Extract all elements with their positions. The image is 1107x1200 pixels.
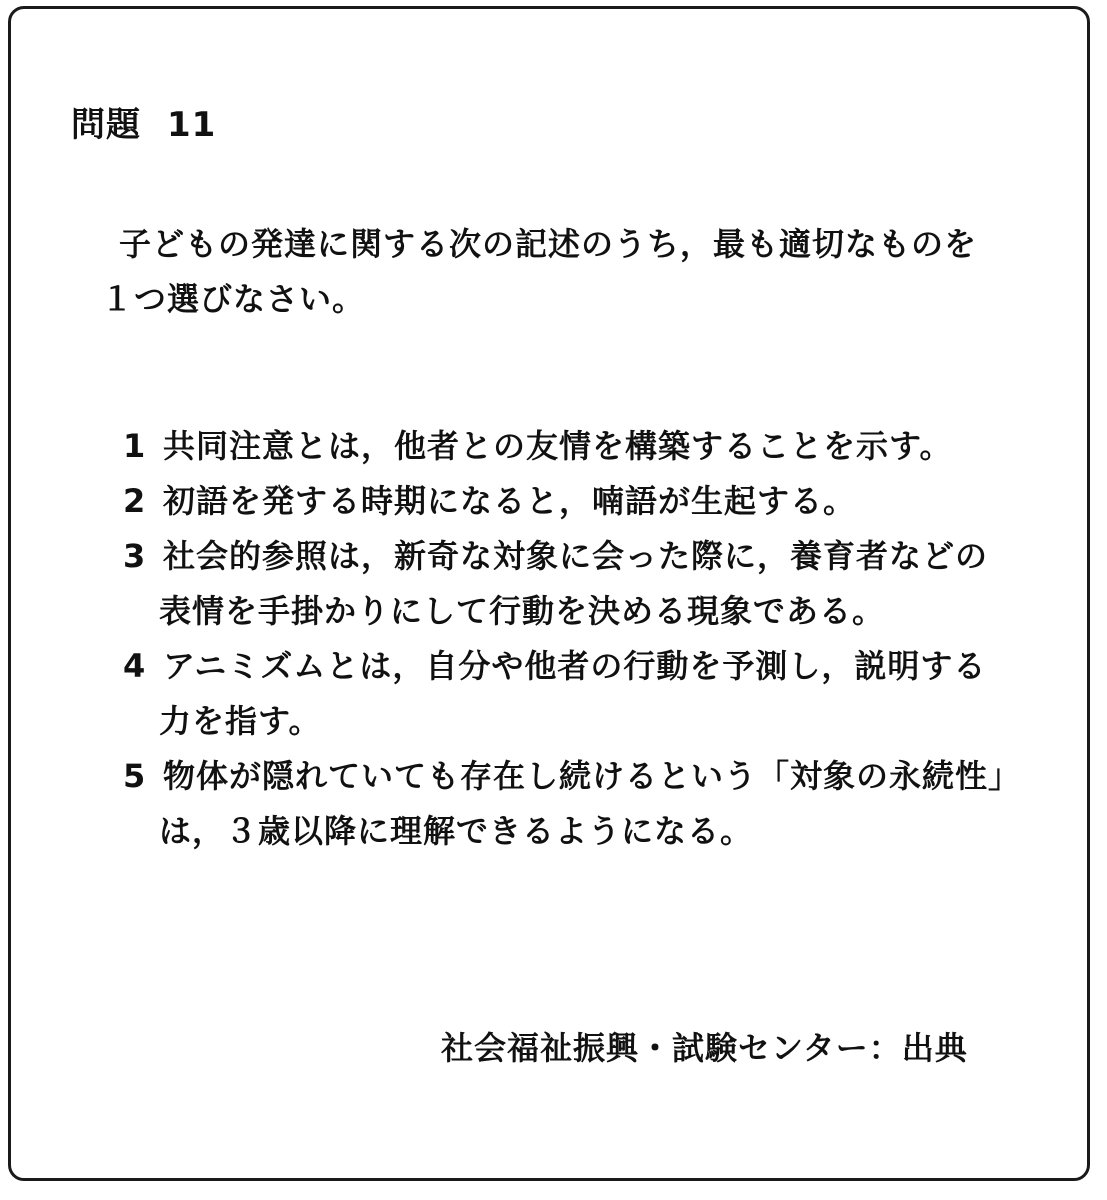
problem-number: 11 [167,105,217,145]
option-3 [123,529,1053,639]
option-text-line-2: 力を指す。 [159,702,322,740]
option-5 [123,749,1053,859]
option-number: 1 [123,427,147,465]
source-credit: 社会福祉振興・試験センター：出典 [441,1029,968,1067]
option-1 [123,419,1053,474]
option-text-line-2: 表情を手掛かりにして行動を決める現象である。 [159,592,886,630]
question-text [101,217,1001,327]
option-number: 5 [123,757,147,795]
option-number: 2 [123,482,147,520]
problem-label: 問題 [71,105,141,145]
answer-options [123,419,1053,859]
question-line-1: 子どもの発達に関する次の記述のうち，最も適切なものを [119,225,978,263]
question-line-2: １つ選びなさい。 [101,280,366,318]
option-number: 3 [123,537,147,575]
question-card [8,6,1090,1181]
option-4 [123,639,1053,749]
option-text-line-2: は，３歳以降に理解できるようになる。 [159,812,754,850]
option-2 [123,474,1053,529]
option-text-line-1: 物体が隠れていても存在し続けるという「対象の永続性」 [163,757,1022,795]
option-text-line-1: 共同注意とは，他者との友情を構築することを示す。 [163,427,953,465]
option-text-line-1: 社会的参照は，新奇な対象に会った際に，養育者などの [163,537,989,575]
option-text-line-1: 初語を発する時期になると，喃語が生起する。 [163,482,857,520]
option-text-line-1: アニミズムとは，自分や他者の行動を予測し，説明する [163,647,987,685]
option-number: 4 [123,647,147,685]
problem-title [71,97,216,146]
